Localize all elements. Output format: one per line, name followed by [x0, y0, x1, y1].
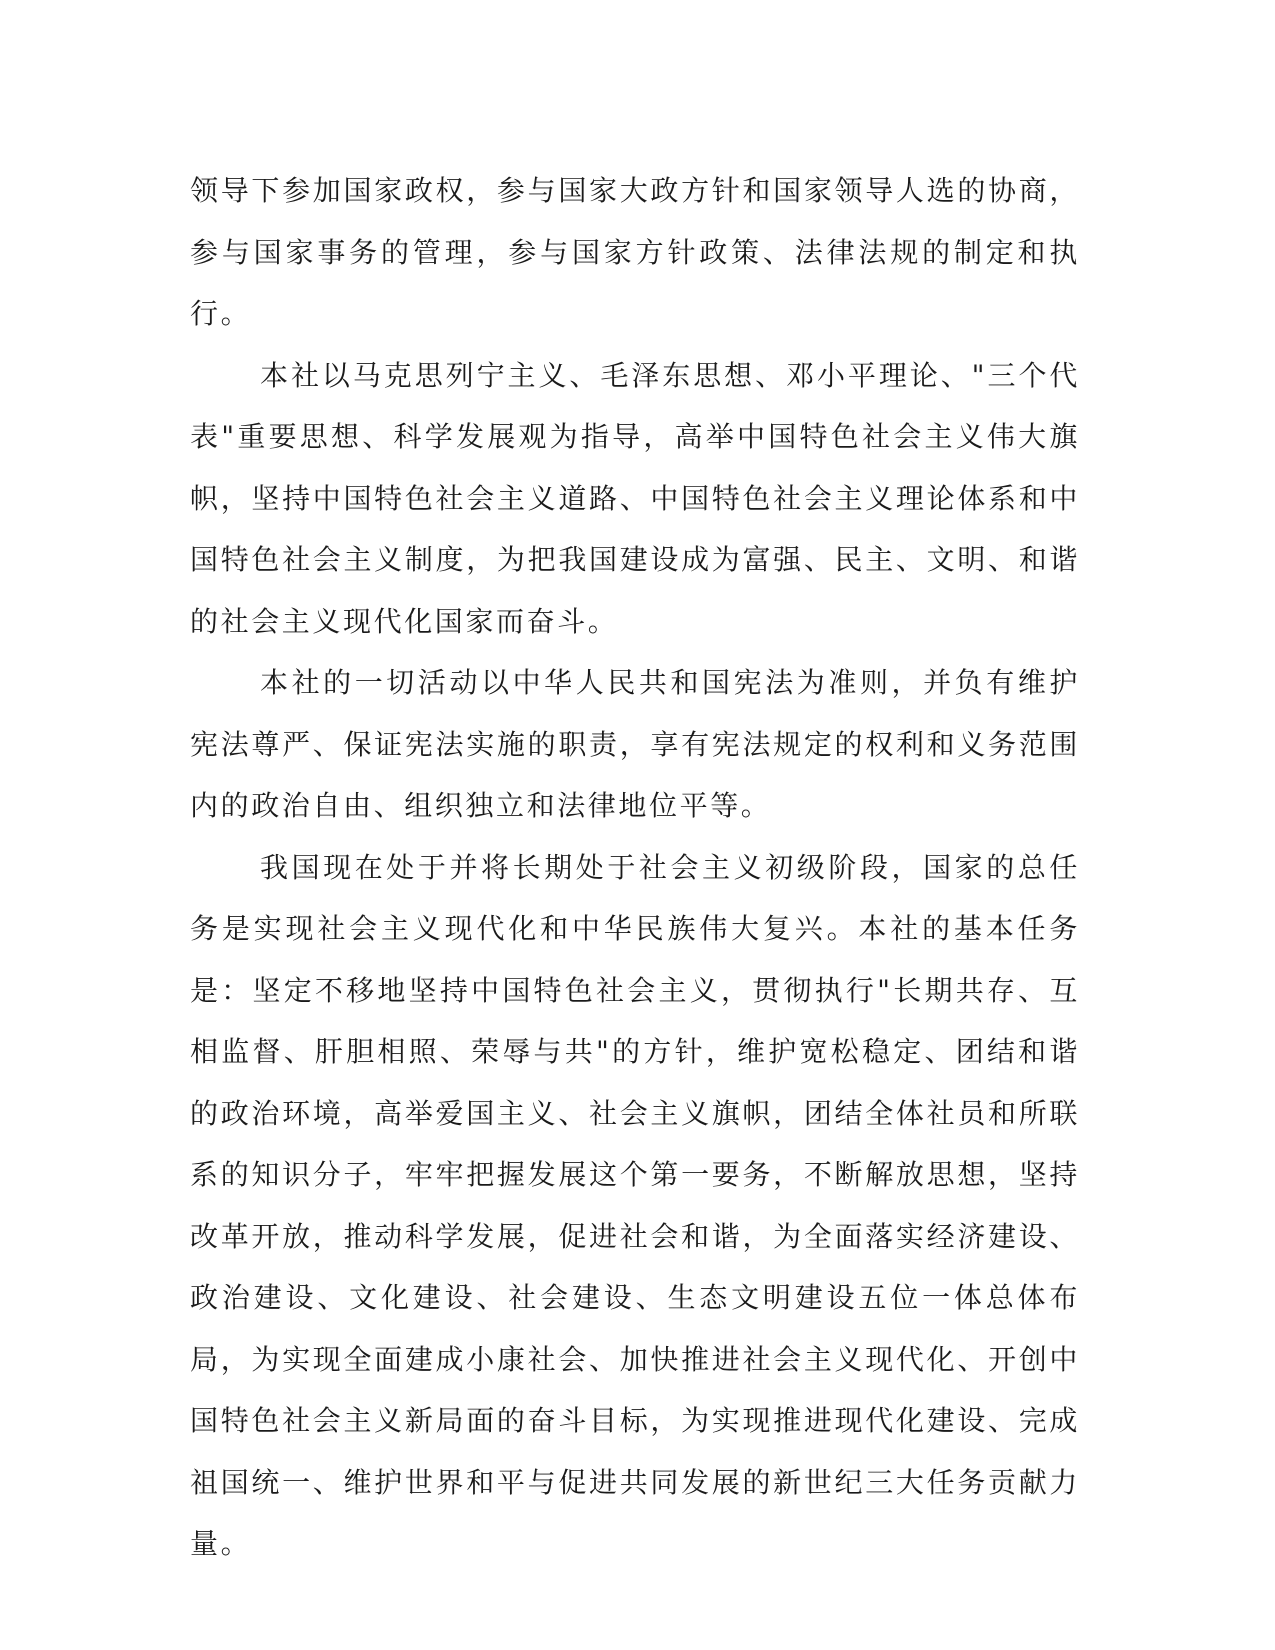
paragraph-constitution: 本社的一切活动以中华人民共和国宪法为准则，并负有维护宪法尊严、保证宪法实施的职责，享有宪法规定的权利和义务范围内的政治自由、组织独立和法律地位平等。 [190, 666, 1080, 822]
paragraph-continuation: 领导下参加国家政权，参与国家大政方针和国家领导人选的协商，参与国家事务的管理，参与国家方针政策、法律法规的制定和执行。 [190, 174, 1080, 330]
paragraph-basic-tasks: 我国现在处于并将长期处于社会主义初级阶段，国家的总任务是实现社会主义现代化和中华民族伟大复兴。本社的基本任务是：坚定不移地坚持中国特色社会主义，贯彻执行"长期共存、互相监督、肝胆相照、荣辱与共"的方针，维护宽松稳定、团结和谐的政治环境，高举爱国主义、社会主义旗帜，团结全体社员和所联系的知识分子，牢牢把握发展这个第一要务，不断解放思想，坚持改革开放，推动科学发展，促进社会和谐，为全面落实经济建设、政治建设、文化建设、社会建设、生态文明建设五位一体总体布局，为实现全面建成小康社会、加快推进社会主义现代化、开创中国特色社会主义新局面的奋斗目标，为实现推进现代化建设、完成祖国统一、维护世界和平与促进共同发展的新世纪三大任务贡献力量。 [190, 850, 1080, 1560]
document-body [190, 160, 1080, 1575]
paragraph-guiding-ideology: 本社以马克思列宁主义、毛泽东思想、邓小平理论、"三个代表"重要思想、科学发展观为指导，高举中国特色社会主义伟大旗帜，坚持中国特色社会主义道路、中国特色社会主义理论体系和中国特色社会主义制度，为把我国建设成为富强、民主、文明、和谐的社会主义现代化国家而奋斗。 [190, 358, 1080, 638]
